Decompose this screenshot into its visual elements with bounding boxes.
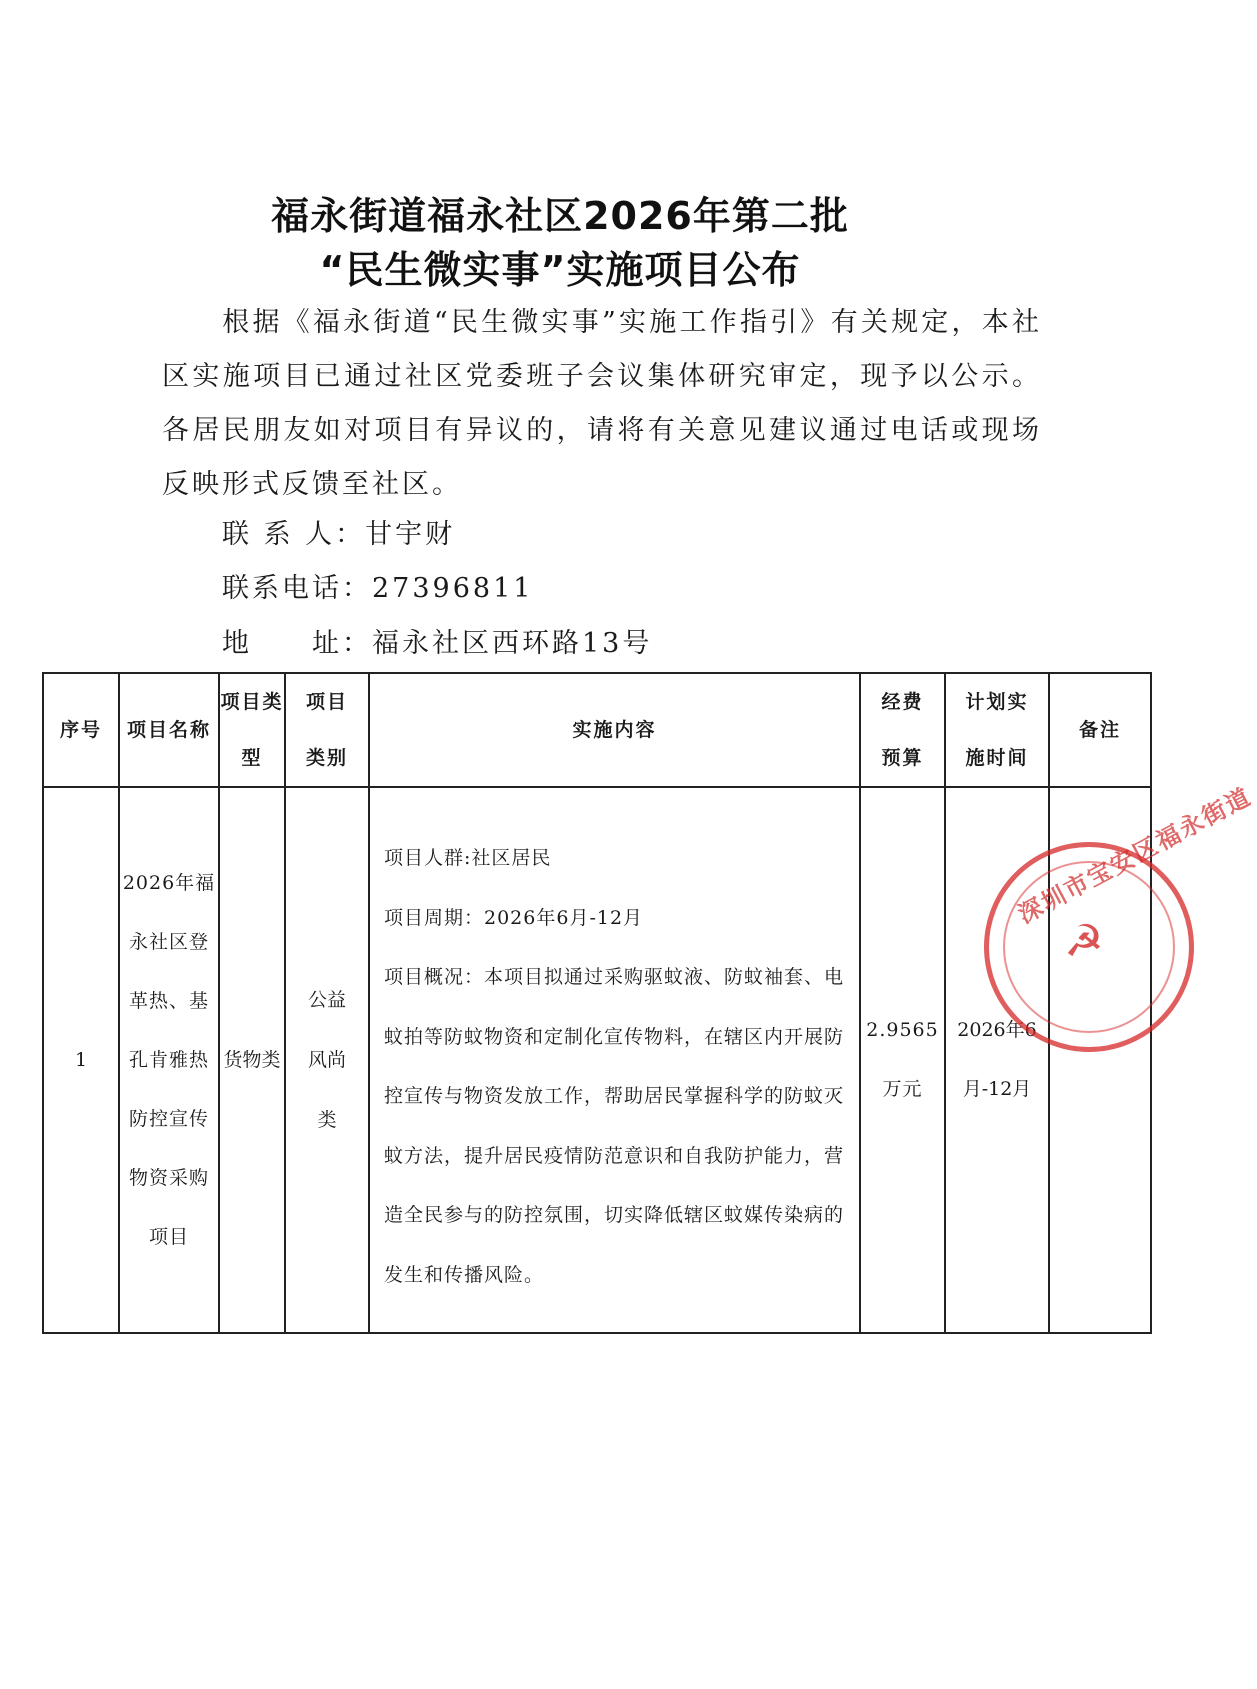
contact-address-label-2: 址： xyxy=(312,628,372,659)
contact-person-line xyxy=(222,512,455,551)
document-title-line-2: “民生微实事”实施项目公布 xyxy=(319,248,801,292)
table-header-row xyxy=(43,673,1151,787)
content-overview: 项目概况：本项目拟通过采购驱蚊液、防蚊袖套、电蚊拍等防蚊物资和定制化宣传物料，在辖区内开展防控宣传与物资发放工作，帮助居民掌握科学的防蚊灭蚊方法，提升居民疫情防范意识和自我防护能力，营造全民参与的防控氛围，切实降低辖区蚊媒传染病的发生和传播风险。 xyxy=(384,966,845,1286)
contact-address-line xyxy=(222,621,652,660)
contact-person-label: 联 系 人： xyxy=(222,519,366,550)
content-period: 项目周期：2026年6月-12月 xyxy=(384,906,644,929)
contact-phone-label: 联系电话： xyxy=(222,573,372,604)
cell-name: 2026年福永社区登革热、基孔肯雅热防控宣传物资采购项目 xyxy=(119,787,219,1333)
cell-content xyxy=(369,787,860,1333)
cell-no: 1 xyxy=(43,787,119,1333)
contact-address-value: 福永社区西环路13号 xyxy=(372,628,653,659)
header-type: 项目类型 xyxy=(219,673,285,787)
header-plan: 计划实施时间 xyxy=(945,673,1049,787)
document-title-line-1: 福永街道福永社区2026年第二批 xyxy=(271,194,849,238)
contact-phone-line xyxy=(222,566,533,605)
content-people: 项目人群:社区居民 xyxy=(384,847,552,869)
header-no: 序号 xyxy=(43,673,119,787)
cell-type: 货物类 xyxy=(219,787,285,1333)
cell-plan: 2026年6月-12月 xyxy=(945,787,1049,1333)
header-category: 项目类别 xyxy=(285,673,369,787)
table-row xyxy=(43,787,1151,1333)
contact-address-label-1: 地 xyxy=(222,628,252,659)
intro-paragraph xyxy=(162,296,1042,512)
cell-category: 公益风尚类 xyxy=(285,787,369,1333)
header-note: 备注 xyxy=(1049,673,1151,787)
header-content: 实施内容 xyxy=(369,673,860,787)
header-budget: 经费预算 xyxy=(860,673,945,787)
contact-person-value: 甘宇财 xyxy=(365,519,456,550)
header-name: 项目名称 xyxy=(119,673,219,787)
project-table xyxy=(42,672,1152,1334)
party-emblem-icon: ☭ xyxy=(1064,916,1104,967)
intro-text: 根据《福永街道“民生微实事”实施工作指引》有关规定，本社区实施项目已通过社区党委班子会议集体研究审定，现予以公示。各居民朋友如对项目有异议的，请将有关意见建议通过电话或现场反映形式反馈至社区。 xyxy=(162,307,1042,500)
seal-text: 深圳市宝安区福永街道 xyxy=(1013,781,1257,929)
cell-budget: 2.9565万元 xyxy=(860,787,945,1333)
contact-phone-value: 27396811 xyxy=(372,573,534,604)
official-seal xyxy=(984,781,1257,1052)
